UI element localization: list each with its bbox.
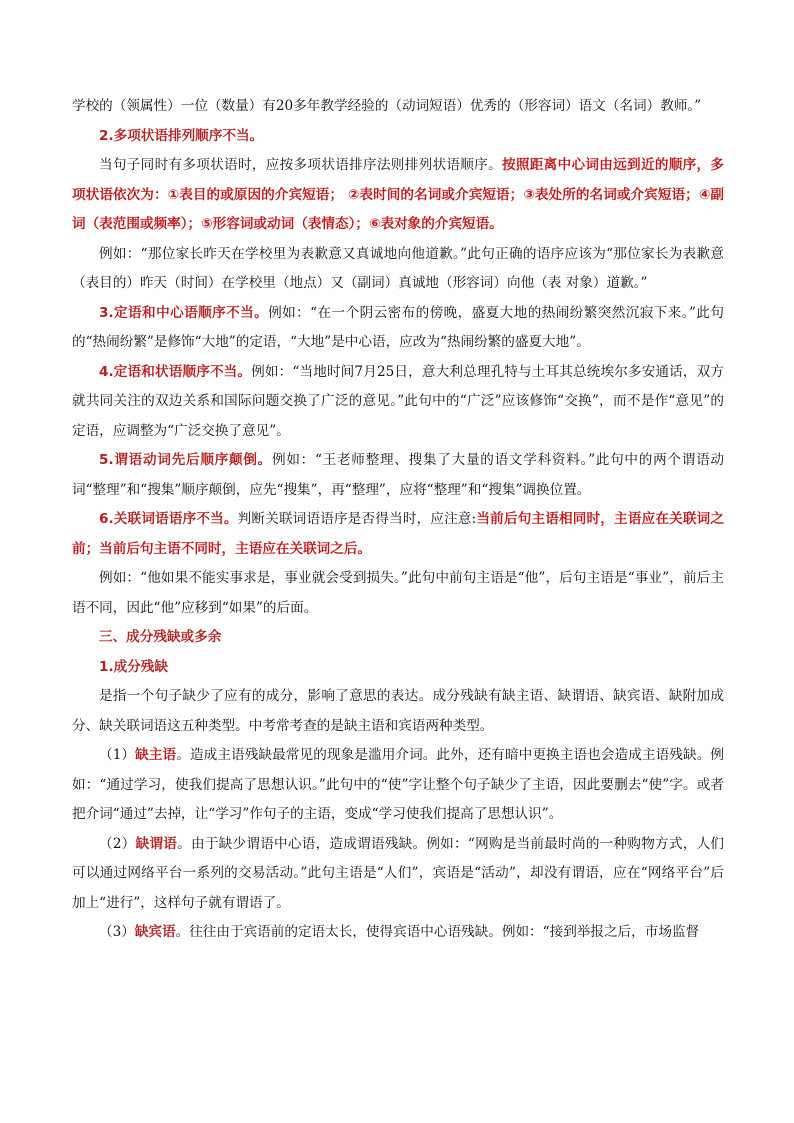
- keyword-missing-predicate: 缺谓语: [135, 835, 178, 852]
- paragraph-conjunction-order: [72, 505, 724, 564]
- paragraph-attributive-head: [72, 299, 724, 358]
- item-number: （2）: [99, 835, 136, 852]
- paragraph-conjunction-example: 例如：“他如果不能实事求是，事业就会受到损失。”此句中前句主语是“他”，后句主语是“事业”，前后主语不同，因此“他”应移到“如果”的后面。: [72, 570, 724, 616]
- item-number: （3）: [99, 924, 135, 940]
- heading-incomplete-components: 1.成分残缺: [99, 658, 168, 675]
- conjunction-order-highlight: 当前后句主语相同时，主语应在关联词之前；当前后句主语不同时，主语应在关联词之后。: [72, 511, 724, 557]
- item-number: （1）: [99, 747, 136, 763]
- adverbial-rule-text: 当句子同时有多项状语时，应按多项状语排序法则排列状语顺序。: [99, 157, 502, 173]
- keyword-missing-object: 缺宾语: [134, 924, 176, 940]
- heading-verb-order: 5.谓语动词先后顺序颠倒。: [99, 452, 272, 468]
- keyword-missing-subject: 缺主语: [135, 747, 177, 763]
- paragraph-continuation: 学校的（领属性）一位（数量）有20多年教学经验的（动词短语）优秀的（形容词）语文（名词）教师。”: [72, 98, 702, 114]
- paragraph-missing-subject: [72, 741, 724, 830]
- heading-attributive-adverbial: 4.定语和状语顺序不当。: [99, 363, 252, 380]
- paragraph-missing-object: [72, 918, 724, 948]
- heading-adverbial-order: 2.多项状语排列顺序不当。: [99, 127, 264, 144]
- paragraph-adverbial-example: 例如：“那位家长昨天在学校里为表歉意又真诚地向他道歉。”此句正确的语序应该为“那位家长为表歉意（表目的）昨天（时间）在学校里（地点）又（副词）真诚地（形容词）向他（表 对象）道歉。”: [72, 245, 724, 291]
- paragraph-verb-order: [72, 446, 724, 505]
- paragraph-adverbial-rule: [72, 151, 724, 240]
- document-page: [72, 92, 724, 948]
- adverbial-order-highlight: 按照距离中心词由远到近的顺序，多项状语依次为：①表目的或原因的介宾短语； ②表时间的名词或介宾短语；③表处所的名词或介宾短语；④副词（表范围或频率）；⑤形容词或动词（表情态）；⑥表对象的介宾短语。: [72, 157, 725, 232]
- paragraph-attributive-adverbial: [72, 358, 724, 447]
- verb-order-text: 例如：“王老师整理、搜集了大量的语文学科资料。”此句中的两个谓语动词“整理”和“搜集”顺序颠倒，应先“搜集”，再“整理”，应将“整理”和“搜集”调换位置。: [72, 452, 724, 498]
- attributive-adverbial-text: 例如：“当地时间7月25日，意大利总理孔特与土耳其总统埃尔多安通话，双方就共同关注的双边关系和国际问题交换了广泛的意见。”此句中的“广泛”应该修饰“交换”，而不是作“意见”的定语，应调整为“广泛交换了意见”。: [72, 363, 724, 439]
- section-heading-incomplete-redundant: 三、成分残缺或多余: [99, 629, 222, 645]
- attributive-head-text: 例如：“在一个阴云密布的傍晚，盛夏大地的热闹纷繁突然沉寂下来。”此句的“热闹纷繁”是修饰“大地”的定语，“大地”是中心语，应改为“热闹纷繁的盛夏大地”。: [72, 304, 724, 350]
- missing-subject-text: 。造成主语残缺最常见的现象是滥用介词。此外，还有暗中更换主语也会造成主语残缺。例如：“通过学习，使我们提高了思想认识。”此句中的“使”字让整个句子缺少了主语，因此要删去“使”字。或者把介词“通过”去掉，让“学习”作句子的主语，变成“学习使我们提高了思想认识”。: [72, 747, 725, 822]
- paragraph-incomplete-definition: 是指一个句子缺少了应有的成分，影响了意思的表达。成分残缺有缺主语、缺谓语、缺宾语、缺附加成分、缺关联词语这五种类型。中考常考查的是缺主语和宾语两种类型。: [72, 688, 724, 734]
- missing-object-text: 。往往由于宾语前的定语太长，使得宾语中心语残缺。例如：“接到举报之后，市场监督: [175, 924, 700, 940]
- missing-predicate-text: 。由于缺少谓语中心语，造成谓语残缺。例如：“网购是当前最时尚的一种购物方式，人们可以通过网络平台一系列的交易活动。”此句主语是“人们”，宾语是“活动”，却没有谓语，应在“网络平台”后加上“进行”，这样句子就有谓语了。: [72, 835, 725, 911]
- heading-attributive-head: 3.定语和中心语顺序不当。: [99, 304, 269, 321]
- heading-conjunction-order: 6.关联词语语序不当。: [99, 511, 238, 527]
- paragraph-missing-predicate: [72, 830, 724, 919]
- conjunction-order-text: 判断关联词语语序是否得当时，应注意:: [237, 511, 477, 527]
